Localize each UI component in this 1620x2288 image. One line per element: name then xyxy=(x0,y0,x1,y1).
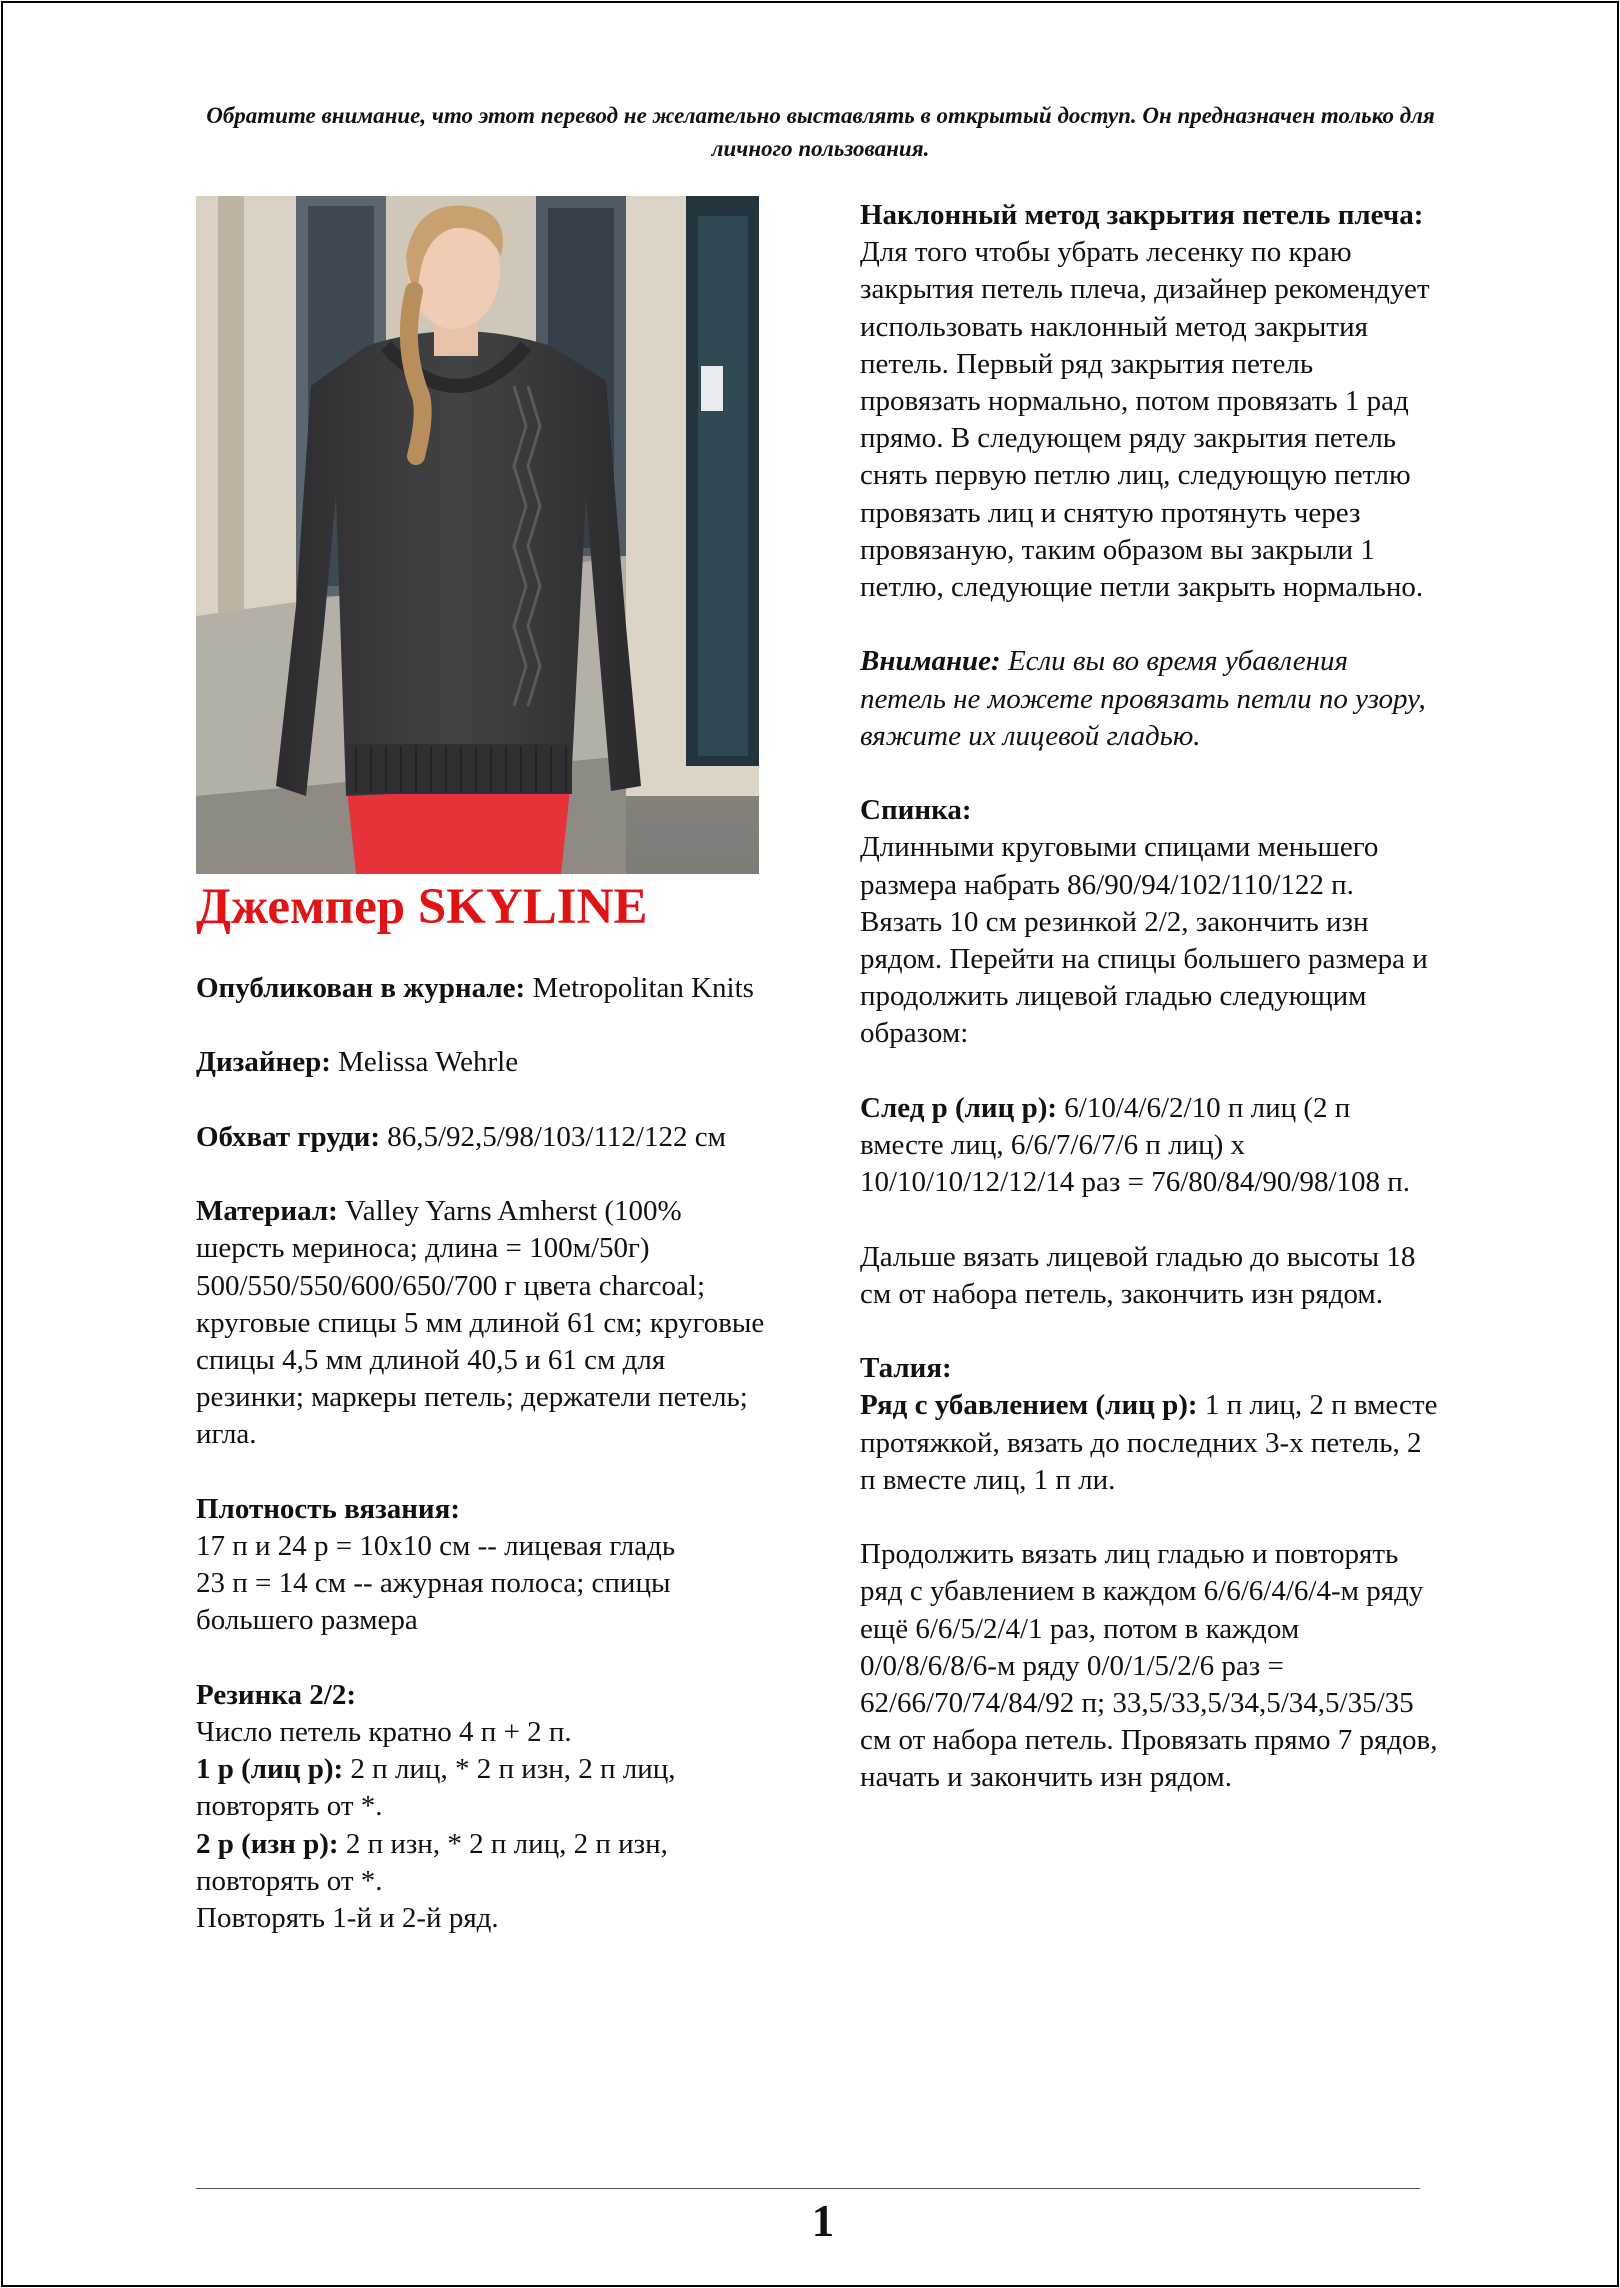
decrease-row xyxy=(860,1387,1440,1499)
bindoff-heading: Наклонный метод закрытия петель плеча: xyxy=(860,199,1424,231)
back-heading: Спинка: xyxy=(860,794,972,827)
material-info xyxy=(196,1193,776,1453)
rib-row-1 xyxy=(196,1751,776,1825)
waist-heading: Талия: xyxy=(860,1352,952,1385)
sweater-photo-illustration xyxy=(196,196,759,874)
document-page xyxy=(1,1,1619,2287)
privacy-notice: Обратите внимание, что этот перевод не желательно выставлять в открытый доступ. Он предназначен только для личного пользования. xyxy=(206,103,1435,161)
left-column xyxy=(196,970,776,1937)
pattern-title: Джемпер SKYLINE xyxy=(196,879,648,935)
material-label: Материал: xyxy=(196,1195,338,1228)
published-label: Опубликован в журнале: xyxy=(196,972,526,1004)
designer-value: Melissa Wehrle xyxy=(338,1046,519,1079)
attention-label: Внимание: xyxy=(860,645,1001,678)
rib-row-2-text: 2 п изн, * 2 п лиц, 2 п изн, повторять от *. xyxy=(196,1827,668,1897)
continue-text: Дальше вязать лицевой гладью до высоты 18 см от набора петель, закончить изн рядом. xyxy=(860,1240,1416,1310)
bindoff-text: Для того чтобы убрать лесенку по краю закрытия петель плеча, дизайнер рекомендует использовать наклонный метод закрытия петель. Первый ряд закрытия петель провязать нормально, потом провязать 1 рад прямо. В следующем ряду закрытия петель снять первую петлю лиц, следующую петлю провязать лиц и снятую протянуть через провязаную, таким образом вы закрыли 1 петлю, следующие петли закрыть нормально. xyxy=(860,236,1430,604)
footer-divider xyxy=(196,2188,1420,2189)
rib-row-2 xyxy=(196,1826,776,1900)
page-number: 1 xyxy=(811,2196,835,2246)
decrease-row-label: Ряд с убавлением (лиц р): xyxy=(860,1389,1198,1422)
gauge-heading: Плотность вязания: xyxy=(196,1492,460,1525)
gauge-line-1: 17 п и 24 р = 10х10 см -- лицевая гладь xyxy=(196,1529,676,1562)
attention-note xyxy=(860,643,1440,755)
next-row-text: 6/10/4/6/2/10 п лиц (2 п вместе лиц, 6/6/7/6/7/6 п лиц) х 10/10/10/12/12/14 раз = 76/80/84/90/98/108 п. xyxy=(860,1091,1411,1199)
bust-label: Обхват груди: xyxy=(196,1120,380,1153)
designer-info xyxy=(196,1044,776,1081)
bust-value: 86,5/92,5/98/103/112/122 см xyxy=(387,1120,726,1153)
rib-heading: Резинка 2/2: xyxy=(196,1678,357,1711)
next-row xyxy=(860,1090,1440,1202)
material-value: Valley Yarns Amherst (100% шерсть мериноса; длина = 100м/50г) 500/550/550/600/650/700 г цвета charcoal; круговые спицы 5 мм длиной 61 см; круговые спицы 4,5 мм длиной 40,5 и 61 см для резинки; маркеры петель; держатели петель; игла. xyxy=(196,1195,765,1451)
published-value: Metropolitan Knits xyxy=(532,972,754,1004)
gauge-line-2: 23 п = 14 см -- ажурная полоса; спицы большего размера xyxy=(196,1567,671,1637)
back-text: Длинными круговыми спицами меньшего размера набрать 86/90/94/102/110/122 п. Вязать 10 см резинкой 2/2, закончить изн рядом. Перейти на спицы большего размера и продолжить лицевой гладью следующим образом: xyxy=(860,831,1428,1050)
model-photo xyxy=(196,196,759,874)
bust-info xyxy=(196,1119,776,1156)
decrease-row-text: 1 п лиц, 2 п вместе протяжкой, вязать до последних 3-х петель, 2 п вместе лиц, 1 п ли. xyxy=(860,1389,1438,1496)
rib-multiple: Число петель кратно 4 п + 2 п. xyxy=(196,1715,572,1748)
designer-label: Дизайнер: xyxy=(196,1046,331,1079)
repeat-text: Продолжить вязать лиц гладью и повторять ряд с убавлением в каждом 6/6/6/4/6/4-м ряду ещё 6/6/5/2/4/1 раз, потом в каждом 0/0/8/6/8/6-м ряду 0/0/1/5/2/6 раз = 62/66/70/74/84/92 п; 33,5/33,5/34,5/34,5/35/35 см от набора петель. Провязать прямо 7 рядов, начать и закончить изн рядом. xyxy=(860,1538,1438,1794)
published-info xyxy=(196,970,776,1007)
next-row-label: След р (лиц р): xyxy=(860,1091,1058,1124)
rib-row-1-label: 1 р (лиц р): xyxy=(196,1753,344,1786)
right-column xyxy=(860,197,1440,1797)
rib-row-1-text: 2 п лиц, * 2 п изн, 2 п лиц, повторять от *. xyxy=(196,1753,676,1823)
rib-row-2-label: 2 р (изн р): xyxy=(196,1827,339,1860)
attention-text: Если вы во время убавления петель не можете провязать петли по узору, вяжите их лицевой гладью. xyxy=(860,645,1426,752)
rib-repeat: Повторять 1-й и 2-й ряд. xyxy=(196,1902,499,1934)
